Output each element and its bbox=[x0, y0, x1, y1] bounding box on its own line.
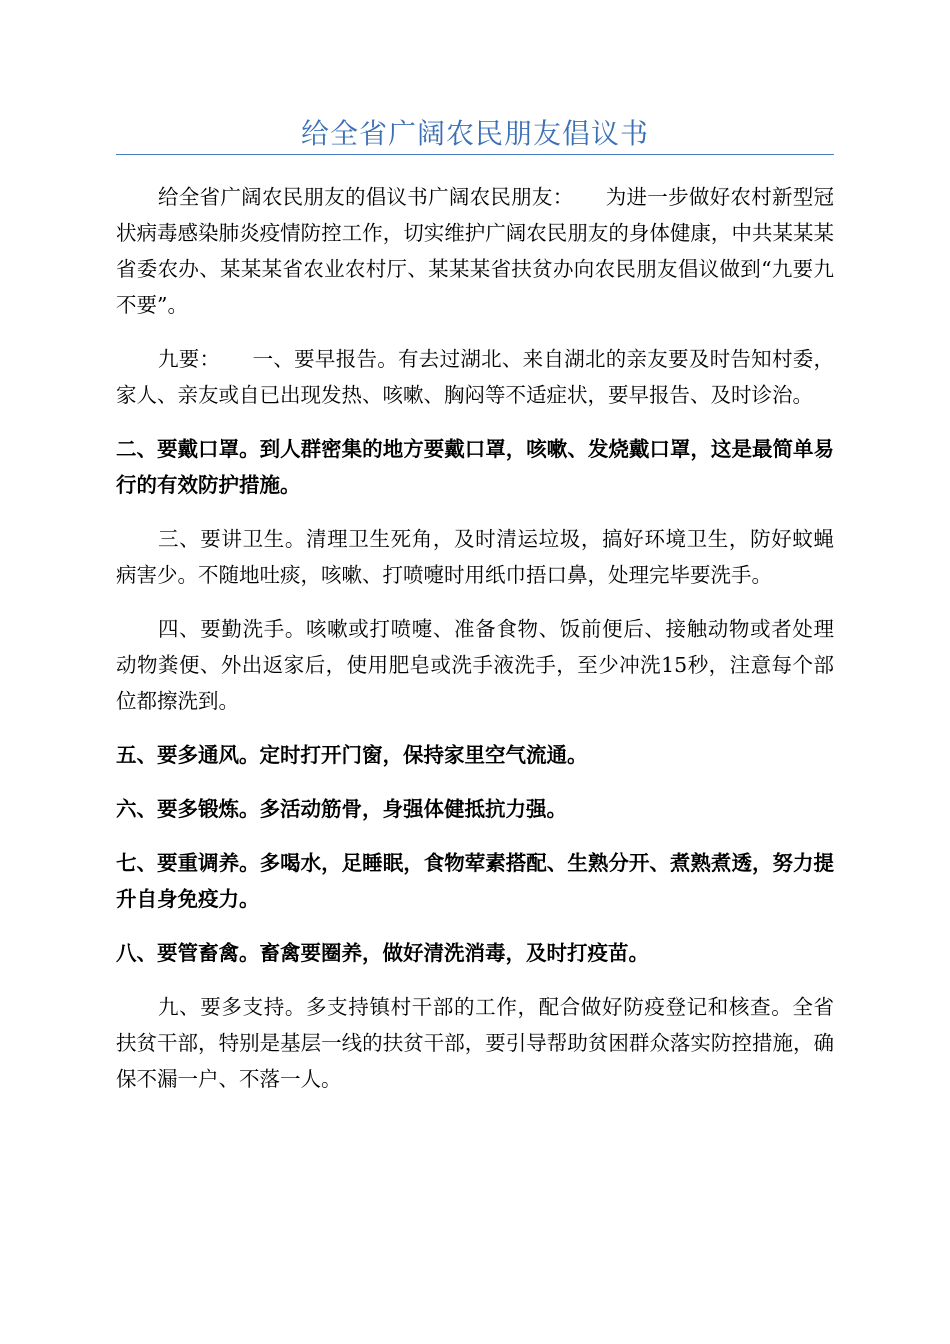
paragraph-item-7: 七、要重调养。多喝水，足睡眠，食物荤素搭配、生熟分开、煮熟煮透，努力提升自身免疫力。 bbox=[116, 851, 834, 911]
document-title: 给全省广阔农民朋友倡议书 bbox=[300, 117, 649, 150]
paragraph-item-5: 五、要多通风。定时打开门窗，保持家里空气流通。 bbox=[116, 743, 588, 767]
paragraph-item-6: 六、要多锻炼。多活动筋骨，身强体健抵抗力强。 bbox=[116, 797, 567, 821]
paragraph-item-4: 四、要勤洗手。咳嗽或打喷嚏、准备食物、饭前便后、接触动物或者处理动物粪便、外出返家后，使用肥皂或洗手液洗手，至少冲洗15秒，注意每个部位都擦洗到。 bbox=[116, 617, 834, 713]
document-page bbox=[116, 0, 834, 1115]
paragraph-item-2: 二、要戴口罩。到人群密集的地方要戴口罩，咳嗽、发烧戴口罩，这是最简单易行的有效防护措施。 bbox=[116, 437, 834, 497]
paragraph-text: 为进一步做好农村新型冠状病毒感染肺炎疫情防控工作，切实维护广阔农民朋友的身体健康，中共某某某省委农办、某某某省农业农村厅、某某某省扶贫办向农民朋友倡议做到“九要九不要”。 bbox=[116, 185, 834, 317]
paragraph-item-3: 三、要讲卫生。清理卫生死角，及时清运垃圾，搞好环境卫生，防好蚊蝇病害少。不随地吐痰，咳嗽、打喷嚏时用纸巾捂口鼻，处理完毕要洗手。 bbox=[116, 527, 834, 587]
paragraph-item-1 bbox=[116, 341, 834, 413]
paragraph-intro bbox=[116, 179, 834, 323]
paragraph-item-8: 八、要管畜禽。畜禽要圈养，做好清洗消毒，及时打疫苗。 bbox=[116, 941, 649, 965]
paragraph-text: 一、要早报告。有去过湖北、来自湖北的亲友要及时告知村委，家人、亲友或自已出现发热、咳嗽、胸闷等不适症状，要早报告、及时诊治。 bbox=[116, 347, 835, 407]
paragraph-lead: 给全省广阔农民朋友的倡议书广阔农民朋友： bbox=[158, 185, 574, 209]
paragraph-lead: 九要： bbox=[158, 347, 221, 371]
paragraph-item-9: 九、要多支持。多支持镇村干部的工作，配合做好防疫登记和核查。全省扶贫干部，特别是基层一线的扶贫干部，要引导帮助贫困群众落实防控措施，确保不漏一户、不落一人。 bbox=[116, 995, 834, 1091]
title-underline bbox=[116, 154, 834, 155]
